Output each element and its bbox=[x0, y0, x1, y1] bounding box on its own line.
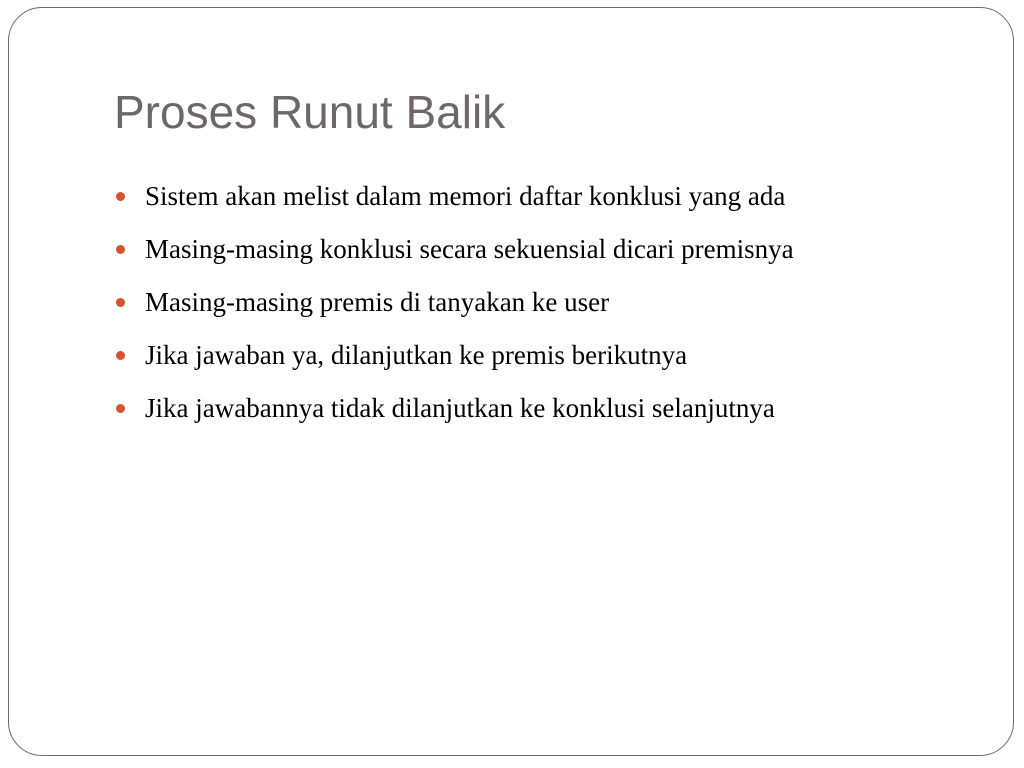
bullet-dot-icon bbox=[116, 245, 125, 254]
bullet-dot-icon bbox=[116, 192, 125, 201]
slide-title: Proses Runut Balik bbox=[114, 86, 506, 138]
bullet-text: Jika jawabannya tidak dilanjutkan ke konklusi selanjutnya bbox=[145, 393, 775, 423]
bullet-dot-icon bbox=[116, 351, 125, 360]
bullet-text: Masing-masing premis di tanyakan ke user bbox=[145, 287, 610, 317]
bullet-text: Sistem akan melist dalam memori daftar konklusi yang ada bbox=[145, 181, 786, 211]
bullet-text: Masing-masing konklusi secara sekuensial dicari premisnya bbox=[145, 234, 794, 264]
bullet-text: Jika jawaban ya, dilanjutkan ke premis berikutnya bbox=[145, 340, 688, 370]
bullet-dot-icon bbox=[116, 404, 125, 413]
bullet-item bbox=[116, 170, 794, 223]
bullet-item bbox=[116, 382, 794, 435]
bullet-item bbox=[116, 223, 794, 276]
bullet-item bbox=[116, 276, 794, 329]
bullet-dot-icon bbox=[116, 298, 125, 307]
bullet-item bbox=[116, 329, 794, 382]
bullet-list bbox=[116, 170, 794, 435]
